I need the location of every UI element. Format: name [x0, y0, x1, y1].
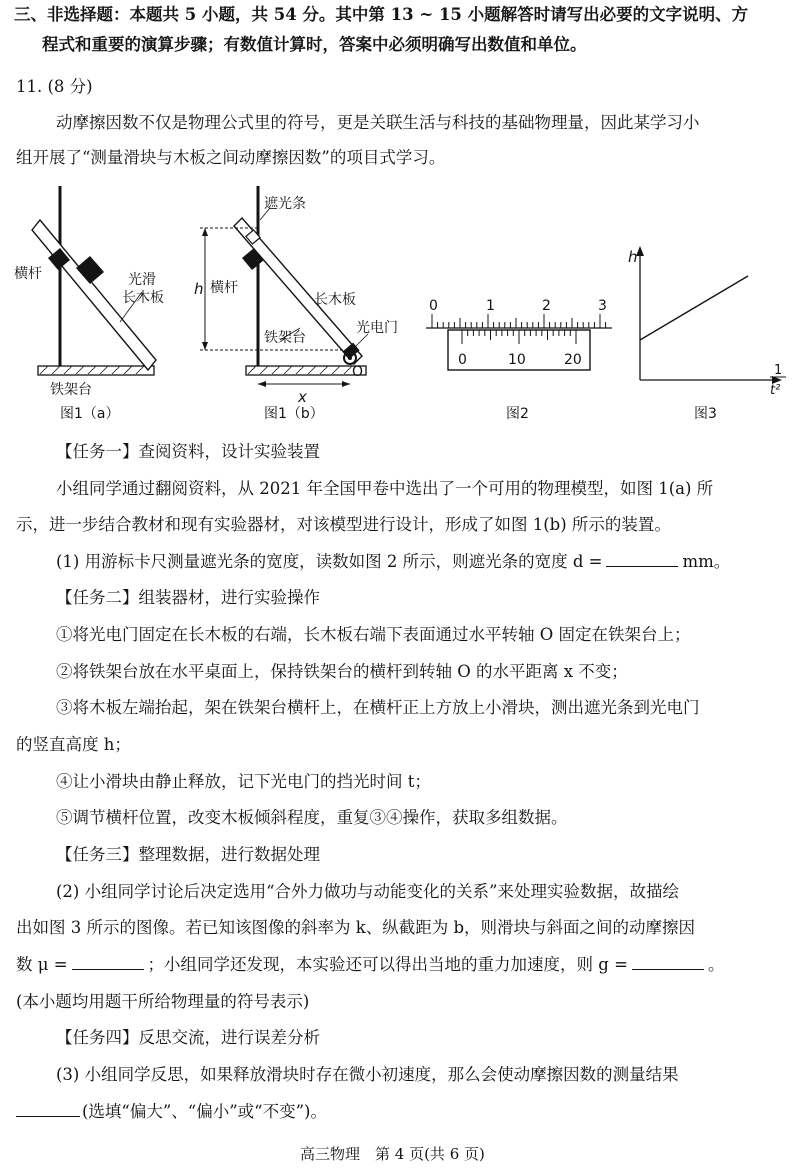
question-intro-line1: 动摩擦因数不仅是物理公式里的符号，更是关联生活与科技的基础物理量，因此某学习小	[56, 113, 700, 132]
question-2-line1: (2) 小组同学讨论后决定选用“合外力做功与动能变化的关系”来处理实验数据，故描绘	[56, 882, 679, 901]
section-header-line2: 程式和重要的演算步骤；有数值计算时，答案中必须明确写出数值和单位。	[42, 35, 587, 54]
fig2-vernier-label-10: 10	[508, 352, 526, 368]
step-2: ②将铁架台放在水平桌面上，保持铁架台的横杆到转轴 O 的水平距离 x 不变；	[56, 662, 628, 681]
fig3-x-label-den: t²	[770, 383, 781, 398]
task2-title: 【任务二】组装器材，进行实验操作	[56, 588, 320, 607]
fig1b-label-o: O	[352, 364, 364, 380]
fig1b-caption: 图1（b）	[264, 406, 324, 422]
fig3-y-label: h	[628, 248, 638, 266]
step-3-line1: ③将木板左端抬起，架在铁架台横杆上，在横杆正上方放上小滑块，测出遮光条到光电门	[56, 698, 700, 717]
question-3-line2	[16, 1101, 327, 1123]
fig2-main-label-1: 1	[486, 298, 495, 314]
fig1b-label-crossbar: 横杆	[210, 280, 238, 296]
question-3-options: (选填“偏大”、“偏小”或“不变”)。	[82, 1102, 327, 1121]
step-3-line2: 的竖直高度 h；	[16, 735, 131, 754]
fig1b-label-h: h	[194, 280, 204, 298]
fig1b-label-gate: 光电门	[356, 320, 398, 336]
task3-title: 【任务三】整理数据，进行数据处理	[56, 845, 320, 864]
fig3-x-label-num: 1	[774, 363, 783, 378]
question-2-period: 。	[707, 955, 725, 974]
question-3-line1: (3) 小组同学反思，如果释放滑块时存在微小初速度，那么会使动摩擦因数的测量结果	[56, 1065, 679, 1084]
fig1a-label-stand: 铁架台	[50, 382, 92, 398]
fig3-caption: 图3	[694, 406, 717, 422]
fig1a-label-board: 长木板	[122, 290, 164, 306]
fig1a-label-smooth: 光滑	[128, 272, 156, 288]
fig2-main-label-3: 3	[598, 298, 607, 314]
question-2-line3	[16, 954, 724, 976]
question-2-mu-label: 数 μ =	[16, 955, 68, 974]
fig1a-label-crossbar: 横杆	[14, 266, 42, 282]
answer-blank-g[interactable]	[632, 955, 704, 970]
question-2-g-label: ；小组同学还发现，本实验还可以得出当地的重力加速度，则 g =	[147, 955, 628, 974]
answer-blank-d[interactable]	[606, 552, 678, 567]
fig1b-label-board: 长木板	[314, 292, 356, 308]
task1-paragraph-line2: 示，进一步结合教材和现有实验器材，对该模型进行设计，形成了如图 1(b) 所示的装置。	[16, 515, 671, 534]
question-1-text: (1) 用游标卡尺测量遮光条的宽度，读数如图 2 所示，则遮光条的宽度 d =	[56, 552, 603, 571]
fig2-vernier-label-0: 0	[458, 352, 467, 368]
question-2-line2: 出如图 3 所示的图像。若已知该图像的斜率为 k、纵截距为 b，则滑块与斜面之间的动摩擦因	[16, 918, 696, 937]
fig2-vernier-label-20: 20	[564, 352, 582, 368]
question-2-note: (本小题均用题干所给物理量的符号表示)	[16, 992, 310, 1011]
fig2-caption: 图2	[506, 406, 529, 422]
answer-blank-friction-result[interactable]	[16, 1102, 80, 1117]
main-scale-ticks	[432, 314, 606, 328]
question-1	[56, 551, 730, 573]
figure-3	[636, 246, 782, 384]
question-1-unit: mm。	[682, 552, 731, 571]
fig3-line	[640, 276, 748, 340]
question-intro-line2: 组开展了“测量滑块与木板之间动摩擦因数”的项目式学习。	[16, 148, 446, 167]
task1-paragraph-line1: 小组同学通过翻阅资料，从 2021 年全国甲卷中选出了一个可用的物理模型，如图 1(a) 所	[56, 479, 714, 498]
question-number: 11. (8 分)	[16, 77, 93, 96]
figure-2	[426, 298, 612, 370]
task4-title: 【任务四】反思交流，进行误差分析	[56, 1028, 320, 1047]
step-4: ④让小滑块由静止释放，记下光电门的挡光时间 t；	[56, 772, 431, 791]
fig1b-label-stand: 铁架台	[264, 330, 306, 346]
step-5: ⑤调节横杆位置，改变木板倾斜程度，重复③④操作，获取多组数据。	[56, 808, 568, 827]
fig1b-label-x: x	[298, 388, 307, 406]
step-1: ①将光电门固定在长木板的右端，长木板右端下表面通过水平转轴 O 固定在铁架台上；	[56, 625, 691, 644]
fig2-main-label-2: 2	[542, 298, 551, 314]
page-footer: 高三物理 第 4 页(共 6 页)	[300, 1145, 485, 1163]
section-header-line1: 三、非选择题：本题共 5 小题，共 54 分。其中第 13 ~ 15 小题解答时请写出必要的文字说明、方	[14, 5, 749, 24]
answer-blank-mu[interactable]	[72, 955, 144, 970]
task1-title: 【任务一】查阅资料，设计实验装置	[56, 442, 320, 461]
figures-panel	[0, 180, 800, 430]
fig1a-caption: 图1（a）	[60, 406, 120, 422]
fig1b-label-shade: 遮光条	[264, 196, 306, 212]
fig2-main-label-0: 0	[429, 298, 438, 314]
